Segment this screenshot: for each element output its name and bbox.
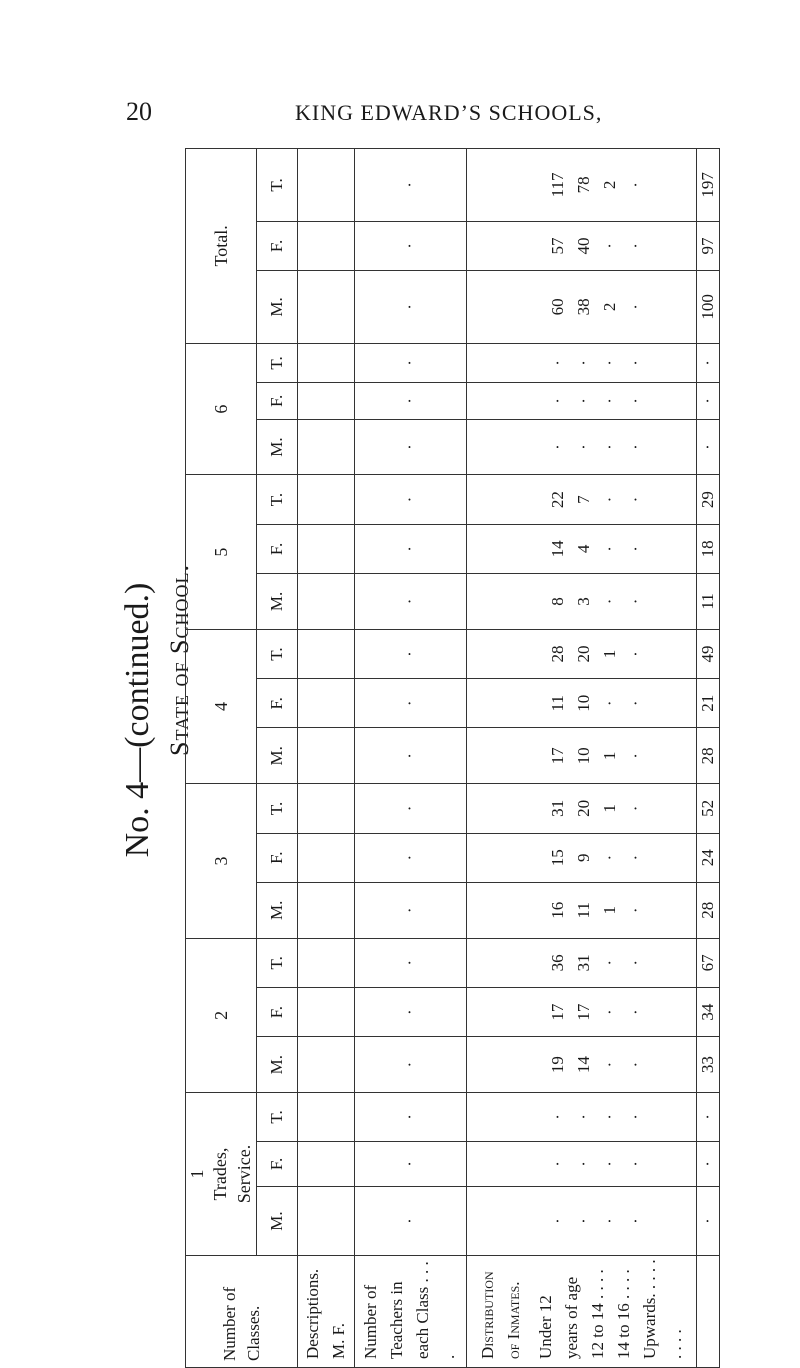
teacher-cell: · xyxy=(354,221,466,270)
description-cell xyxy=(298,882,355,938)
total-cell: · xyxy=(697,343,720,382)
total-cell: 52 xyxy=(697,784,720,833)
description-cell xyxy=(298,784,355,833)
value: · xyxy=(625,182,645,188)
value: 36 xyxy=(547,954,567,972)
value: · xyxy=(625,907,645,914)
description-cell xyxy=(298,383,355,420)
value-cell xyxy=(467,475,697,524)
value: · xyxy=(625,444,645,450)
value-stack xyxy=(545,525,649,573)
total-cell: 34 xyxy=(697,987,720,1036)
value: · xyxy=(573,360,593,366)
class-group-header xyxy=(186,475,257,629)
value-cell xyxy=(467,574,697,630)
value-cell xyxy=(467,221,697,270)
total-cell: 11 xyxy=(697,574,720,630)
value: 22 xyxy=(547,491,567,509)
value: 40 xyxy=(573,237,593,255)
value-stack xyxy=(545,939,649,987)
descriptions-text: Descriptions. xyxy=(302,1268,322,1359)
total-cell: · xyxy=(697,1093,720,1142)
class-note: Trades, xyxy=(209,1147,230,1201)
sex-subheader: F. xyxy=(257,524,298,573)
value-stack xyxy=(545,1037,649,1092)
value-stack xyxy=(545,574,649,629)
value-stack xyxy=(545,883,649,938)
value-stack xyxy=(545,988,649,1036)
teacher-cell: · xyxy=(354,271,466,344)
value: · xyxy=(547,1218,567,1224)
description-cell xyxy=(298,728,355,784)
description-cell xyxy=(298,524,355,573)
teacher-cell: · xyxy=(354,987,466,1036)
sex-subheader: F. xyxy=(257,1141,298,1186)
value: 20 xyxy=(573,799,593,817)
value: · xyxy=(599,496,619,503)
age-row-label: 12 to 14 . . . . xyxy=(587,1269,607,1359)
total-cell: 33 xyxy=(697,1037,720,1093)
age-row-label: 14 to 16 . . . . xyxy=(613,1269,633,1359)
value-stack xyxy=(545,383,649,419)
teacher-cell: · xyxy=(354,149,466,222)
value: 11 xyxy=(547,695,567,712)
value-cell xyxy=(467,1037,697,1093)
value: 60 xyxy=(547,298,567,316)
totals-row xyxy=(697,149,720,1368)
teachers-label: Number of Teachers in each Class . . . . xyxy=(354,1256,466,1368)
description-cell xyxy=(298,419,355,475)
sex-subheader: M. xyxy=(257,271,298,344)
value: 78 xyxy=(573,176,593,194)
total-cell: · xyxy=(697,419,720,475)
stub-header: Number of Classes. xyxy=(186,1256,298,1368)
value-stack xyxy=(545,728,649,783)
teachers-row xyxy=(354,149,466,1368)
value: · xyxy=(599,360,619,366)
value: · xyxy=(547,1161,567,1167)
value: 19 xyxy=(547,1056,567,1074)
sex-subheader: T. xyxy=(257,784,298,833)
value-cell xyxy=(467,938,697,987)
teacher-cell: · xyxy=(354,383,466,420)
sex-subheader: T. xyxy=(257,343,298,382)
class-number: 4 xyxy=(210,702,231,712)
value: 4 xyxy=(573,544,593,554)
value: 16 xyxy=(547,901,567,919)
value: 38 xyxy=(573,298,593,316)
value-stack xyxy=(545,1142,649,1186)
total-cell: 100 xyxy=(697,271,720,344)
teacher-cell: · xyxy=(354,1141,466,1186)
value-cell xyxy=(467,1187,697,1256)
descriptions-row xyxy=(298,149,355,1368)
desc-f: F. xyxy=(328,1323,348,1336)
value: · xyxy=(625,753,645,759)
value: 20 xyxy=(573,645,593,663)
total-cell: 197 xyxy=(697,149,720,222)
description-cell xyxy=(298,629,355,678)
sex-subheader: M. xyxy=(257,882,298,938)
value: · xyxy=(599,598,619,605)
value: 7 xyxy=(573,495,593,504)
distribution-row xyxy=(467,149,697,1368)
value: · xyxy=(625,398,645,404)
value: · xyxy=(625,304,645,310)
total-cell: 28 xyxy=(697,728,720,784)
description-cell xyxy=(298,833,355,882)
value: 10 xyxy=(573,747,593,765)
teacher-cell: · xyxy=(354,419,466,475)
sex-subheader: M. xyxy=(257,1187,298,1256)
value: · xyxy=(625,805,645,812)
sex-subheader: F. xyxy=(257,833,298,882)
description-cell xyxy=(298,938,355,987)
value: · xyxy=(573,444,593,450)
value: · xyxy=(599,1114,619,1120)
teacher-cell: · xyxy=(354,343,466,382)
value: · xyxy=(599,854,619,861)
teacher-cell: · xyxy=(354,728,466,784)
value-cell xyxy=(467,987,697,1036)
value-cell xyxy=(467,149,697,222)
totals-label xyxy=(697,1256,720,1368)
value: 3 xyxy=(573,597,593,606)
teacher-cell: · xyxy=(354,784,466,833)
total-cell: 49 xyxy=(697,629,720,678)
value: 14 xyxy=(573,1056,593,1074)
teacher-cell: · xyxy=(354,629,466,678)
value: · xyxy=(599,700,619,707)
value-stack xyxy=(545,1093,649,1141)
value: 31 xyxy=(547,799,567,817)
value: 57 xyxy=(547,237,567,255)
running-head: KING EDWARD’S SCHOOLS, xyxy=(295,100,603,125)
page-number: 20 xyxy=(126,97,152,126)
class-group-header xyxy=(186,149,257,344)
value: · xyxy=(625,1061,645,1068)
value-cell xyxy=(467,419,697,475)
value: · xyxy=(625,854,645,861)
distribution-label: Distribution of Inmates. xyxy=(477,1271,523,1359)
description-cell xyxy=(298,475,355,524)
total-cell: · xyxy=(697,1141,720,1186)
class-group-header xyxy=(186,343,257,475)
teacher-cell: · xyxy=(354,1187,466,1256)
class-number: 6 xyxy=(210,404,231,414)
class-number-cell xyxy=(186,784,256,937)
value-stack xyxy=(545,784,649,832)
value-stack xyxy=(545,344,649,382)
description-cell xyxy=(298,149,355,222)
value: · xyxy=(625,546,645,552)
value-cell xyxy=(467,1093,697,1142)
class-group-header xyxy=(186,784,257,938)
value: · xyxy=(599,1061,619,1068)
value: 1 xyxy=(599,649,619,659)
value-cell xyxy=(467,524,697,573)
value-cell xyxy=(467,271,697,344)
value-cell xyxy=(467,679,697,728)
description-cell xyxy=(298,1093,355,1142)
value: · xyxy=(625,360,645,366)
class-note: Service. xyxy=(233,1144,254,1204)
value: · xyxy=(625,700,645,707)
value: 9 xyxy=(573,853,593,862)
value-cell xyxy=(467,833,697,882)
total-cell: · xyxy=(697,383,720,420)
value-cell xyxy=(467,343,697,382)
class-number: 5 xyxy=(210,547,231,557)
class-number-cell xyxy=(186,1093,256,1255)
value: · xyxy=(573,1114,593,1120)
teacher-cell: · xyxy=(354,524,466,573)
value: 17 xyxy=(573,1003,593,1021)
value: · xyxy=(625,959,645,966)
class-group-header xyxy=(186,629,257,783)
value: · xyxy=(599,444,619,450)
value: · xyxy=(625,1114,645,1120)
value-cell xyxy=(467,784,697,833)
total-cell: 29 xyxy=(697,475,720,524)
sex-subheader: T. xyxy=(257,149,298,222)
value: · xyxy=(573,1218,593,1224)
value: 11 xyxy=(573,902,593,919)
value: 2 xyxy=(599,180,619,190)
age-row-label: Upwards. . . . . . . . . xyxy=(639,1259,685,1359)
value: · xyxy=(599,546,619,552)
value: · xyxy=(547,1114,567,1120)
value: 1 xyxy=(599,751,619,761)
value: · xyxy=(625,243,645,249)
value-stack xyxy=(545,149,649,221)
value: · xyxy=(625,496,645,503)
value: 15 xyxy=(547,849,567,867)
sex-subheader: M. xyxy=(257,419,298,475)
distribution-cell xyxy=(467,1256,697,1368)
sex-subheader: T. xyxy=(257,475,298,524)
value: 1 xyxy=(599,906,619,915)
value: 10 xyxy=(573,694,593,712)
value-cell xyxy=(467,728,697,784)
description-cell xyxy=(298,221,355,270)
teacher-cell: · xyxy=(354,679,466,728)
description-cell xyxy=(298,1187,355,1256)
class-number-cell xyxy=(186,475,256,628)
total-cell: 21 xyxy=(697,679,720,728)
teacher-cell: · xyxy=(354,882,466,938)
value-stack xyxy=(545,679,649,727)
age-row-label: Under 12 years of age xyxy=(535,1276,581,1359)
value: · xyxy=(625,1218,645,1224)
teacher-cell: · xyxy=(354,574,466,630)
sex-subheader: M. xyxy=(257,728,298,784)
class-number-cell xyxy=(186,149,256,343)
value: · xyxy=(599,959,619,966)
value: · xyxy=(599,1218,619,1224)
value: 1 xyxy=(599,804,619,813)
value-cell xyxy=(467,629,697,678)
sex-subheader: T. xyxy=(257,938,298,987)
value: 28 xyxy=(547,645,567,663)
sex-subheader: T. xyxy=(257,629,298,678)
value: · xyxy=(547,444,567,450)
description-cell xyxy=(298,679,355,728)
table xyxy=(185,148,720,1368)
teacher-cell: · xyxy=(354,938,466,987)
state-of-school-table xyxy=(185,148,720,1368)
class-group-header xyxy=(186,1093,257,1256)
description-cell xyxy=(298,987,355,1036)
value-cell xyxy=(467,882,697,938)
value: 117 xyxy=(547,172,567,198)
desc-m: M. xyxy=(328,1339,348,1359)
value: · xyxy=(625,1161,645,1167)
sidebar-title: No. 4—(continued.) xyxy=(119,582,156,858)
value-stack xyxy=(545,420,649,475)
value-stack xyxy=(545,1187,649,1255)
sex-subheader: M. xyxy=(257,574,298,630)
total-cell: 28 xyxy=(697,882,720,938)
value-cell xyxy=(467,383,697,420)
value: 8 xyxy=(547,597,567,606)
value: 17 xyxy=(547,747,567,765)
description-cell xyxy=(298,343,355,382)
value: · xyxy=(599,1009,619,1015)
teacher-cell: · xyxy=(354,1037,466,1093)
total-cell: 18 xyxy=(697,524,720,573)
teacher-cell: · xyxy=(354,1093,466,1142)
class-number: 1 xyxy=(186,1169,207,1179)
total-cell: 67 xyxy=(697,938,720,987)
class-number: 2 xyxy=(210,1010,231,1020)
teacher-cell: · xyxy=(354,833,466,882)
class-number-row xyxy=(186,149,257,1368)
description-cell xyxy=(298,1037,355,1093)
value: · xyxy=(547,360,567,366)
description-cell xyxy=(298,271,355,344)
sex-header-row xyxy=(257,149,298,1368)
value: · xyxy=(599,243,619,249)
class-number-cell xyxy=(186,939,256,1092)
class-group-header xyxy=(186,938,257,1092)
value: · xyxy=(573,1161,593,1167)
total-cell: · xyxy=(697,1187,720,1256)
value: · xyxy=(547,398,567,404)
value-stack xyxy=(545,222,649,270)
sex-subheader: F. xyxy=(257,383,298,420)
value: 17 xyxy=(547,1003,567,1021)
value: · xyxy=(599,398,619,404)
value: · xyxy=(573,398,593,404)
value-stack xyxy=(545,271,649,343)
total-cell: 97 xyxy=(697,221,720,270)
sex-subheader: F. xyxy=(257,221,298,270)
value: · xyxy=(599,1161,619,1167)
teacher-cell: · xyxy=(354,475,466,524)
class-number: Total. xyxy=(210,225,231,267)
description-cell xyxy=(298,1141,355,1186)
value-cell xyxy=(467,1141,697,1186)
class-number-cell xyxy=(186,344,256,475)
value: · xyxy=(625,651,645,657)
value: 2 xyxy=(599,302,619,312)
value-stack xyxy=(545,475,649,523)
sex-subheader: F. xyxy=(257,987,298,1036)
value: 31 xyxy=(573,954,593,972)
sex-subheader: F. xyxy=(257,679,298,728)
value: · xyxy=(625,598,645,605)
total-cell: 24 xyxy=(697,833,720,882)
class-number: 3 xyxy=(210,856,231,866)
value: · xyxy=(625,1009,645,1015)
sex-subheader: T. xyxy=(257,1093,298,1142)
description-cell xyxy=(298,574,355,630)
class-number-cell xyxy=(186,630,256,783)
sex-subheader: M. xyxy=(257,1037,298,1093)
sidebar-subtitle: State of School. xyxy=(165,564,194,756)
descriptions-label xyxy=(298,1256,355,1368)
value: 14 xyxy=(547,540,567,558)
value-stack xyxy=(545,834,649,882)
value-stack xyxy=(545,630,649,678)
